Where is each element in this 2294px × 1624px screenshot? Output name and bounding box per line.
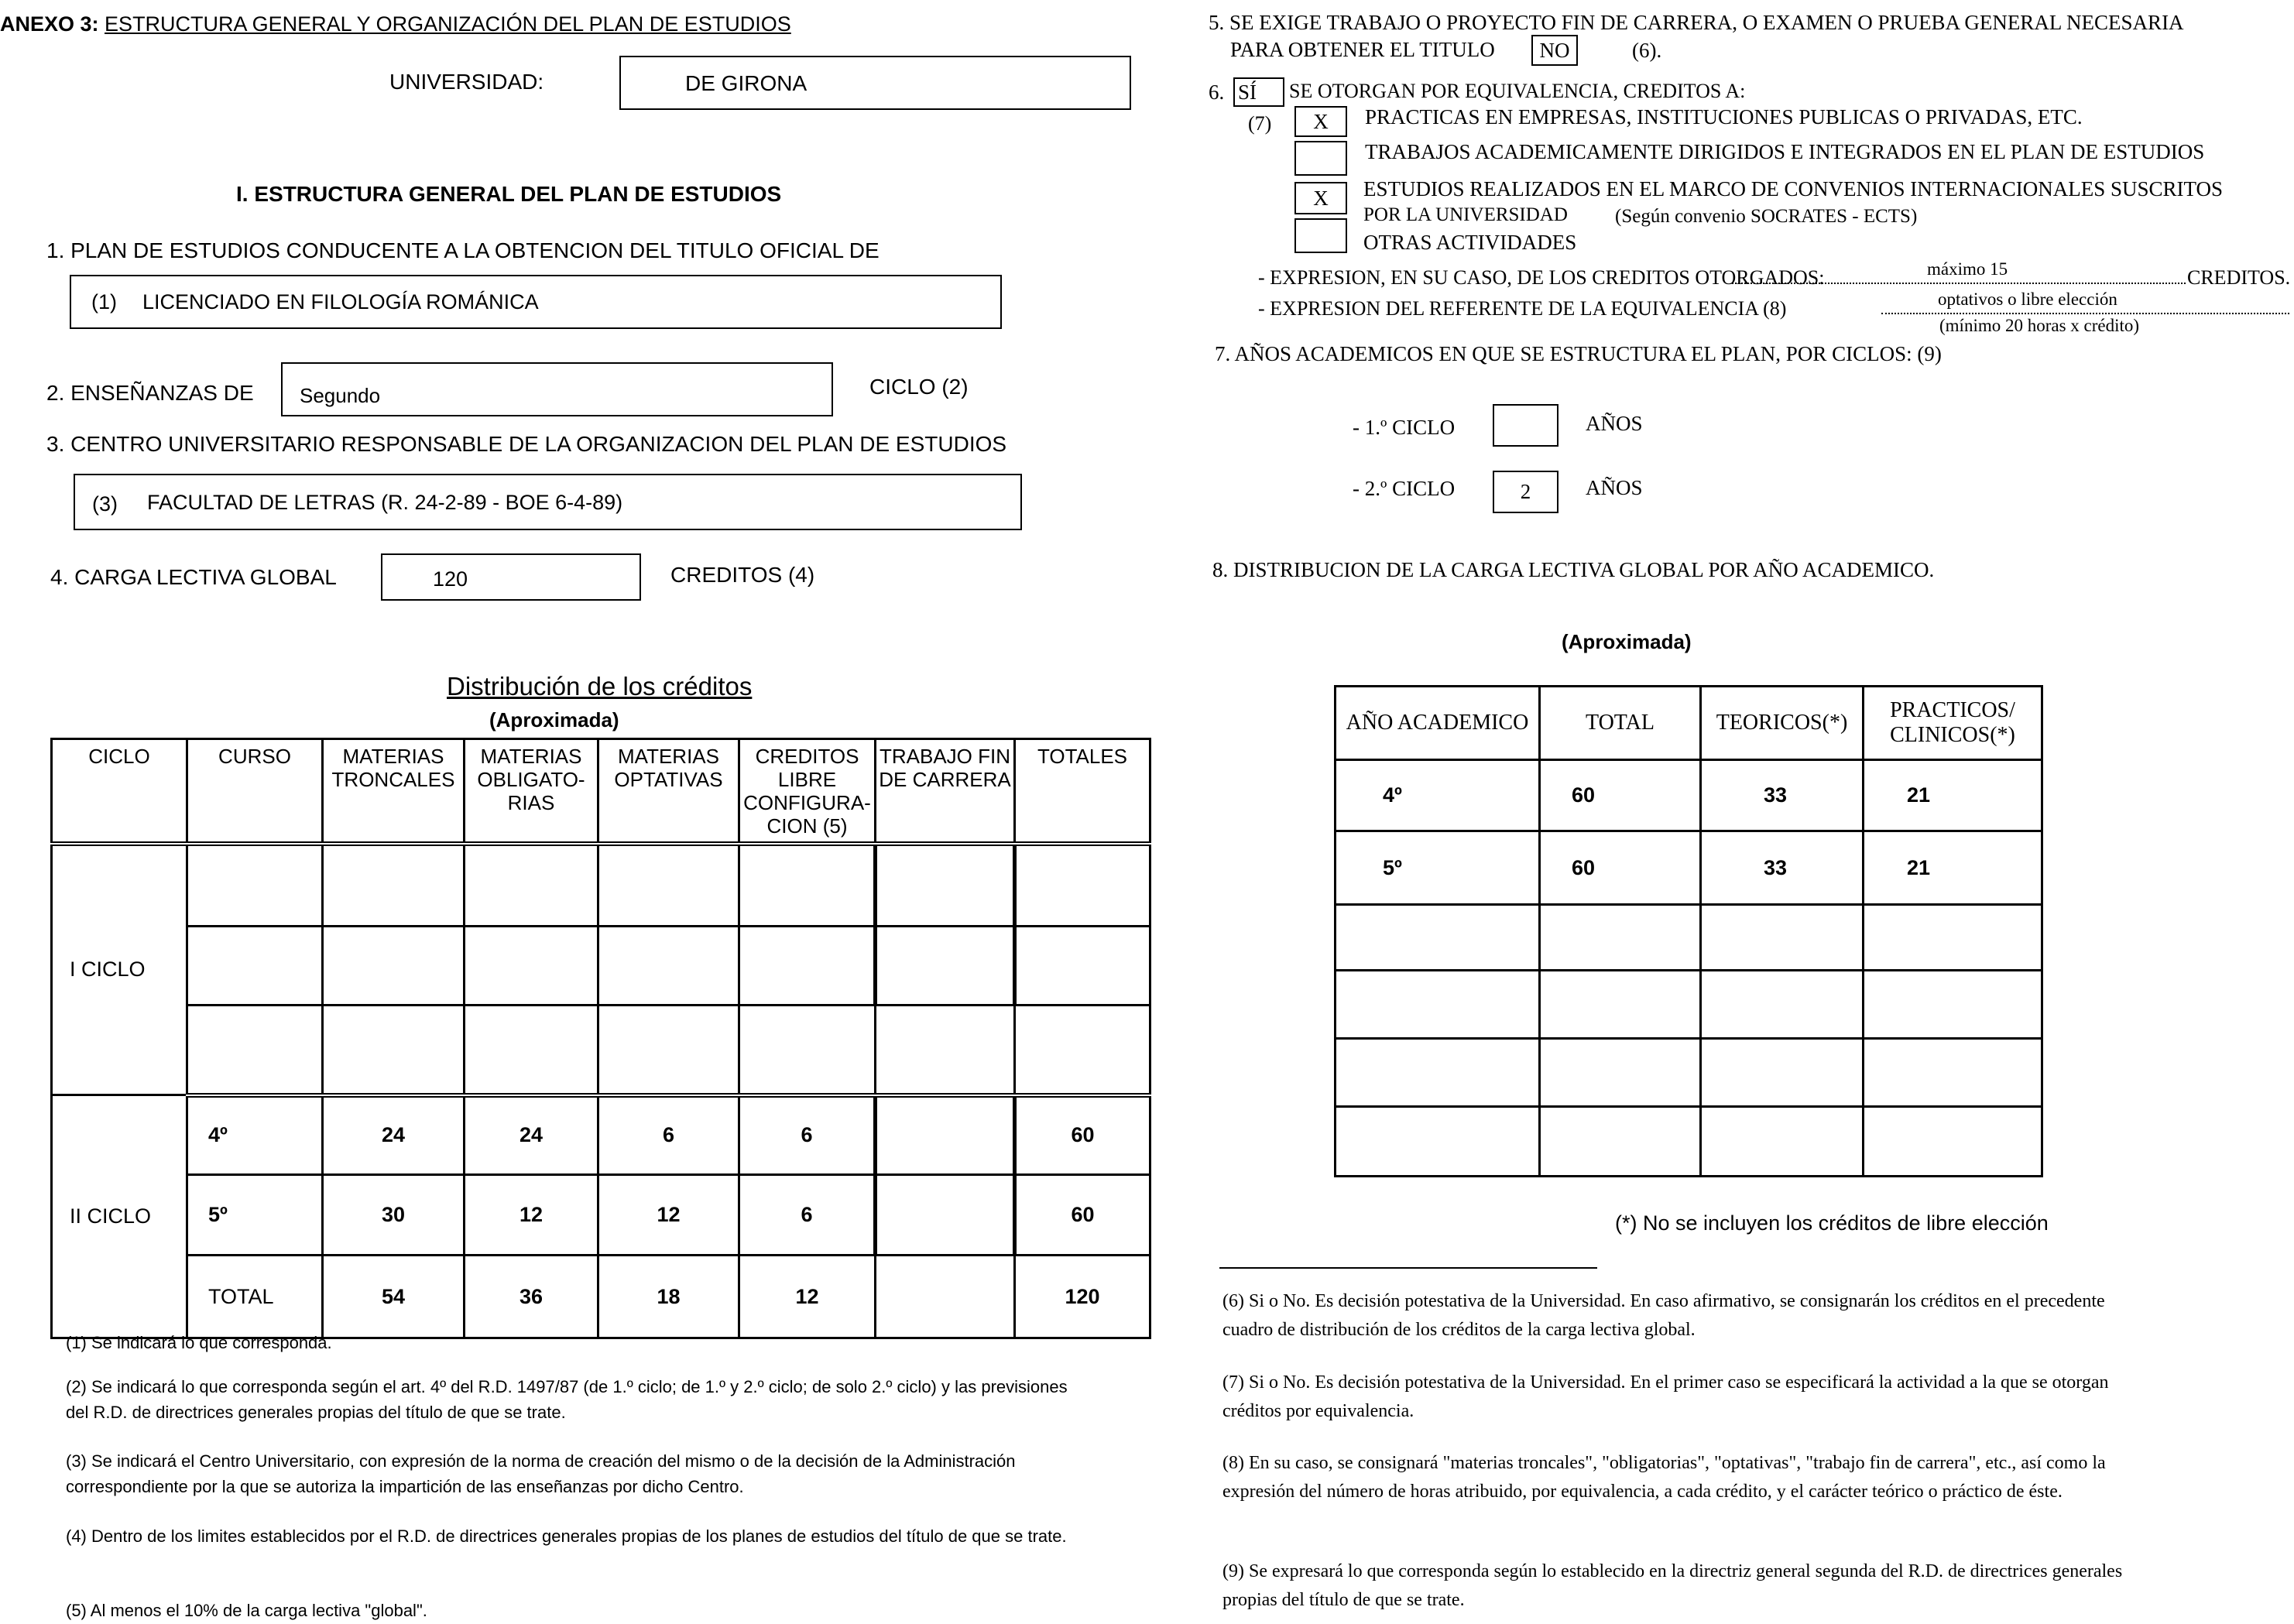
ciclo1-label: I CICLO <box>52 844 187 1095</box>
item4-suffix: CREDITOS (4) <box>670 563 815 587</box>
year-cell <box>1540 1039 1701 1107</box>
row-libre: 12 <box>739 1256 876 1338</box>
header-tfc: TRABAJO FIN DE CARRERA <box>876 739 1015 844</box>
year-cell <box>1701 905 1864 971</box>
annex-header <box>0 12 791 36</box>
credits-label: - EXPRESION, EN SU CASO, DE LOS CREDITOS OTORGADOS: <box>1258 266 1825 289</box>
item4-label: 4. CARGA LECTIVA GLOBAL <box>50 565 337 589</box>
row-totales: 120 <box>1015 1256 1150 1338</box>
year-cell: 5º <box>1336 831 1540 905</box>
year-table-note: (*) No se incluyen los créditos de libre elección <box>1615 1211 2049 1235</box>
year-header-total: TOTAL <box>1540 687 1701 760</box>
option-checkbox-1[interactable] <box>1294 106 1347 137</box>
option-text-1: PRACTICAS EN EMPRESAS, INSTITUCIONES PUBLICAS O PRIVADAS, ETC. <box>1365 105 2083 128</box>
option-text-3: ESTUDIOS REALIZADOS EN EL MARCO DE CONVENIOS INTERNACIONALES SUSCRITOS <box>1363 177 2224 200</box>
equivalence-value-2: (mínimo 20 horas x crédito) <box>1939 316 2140 335</box>
annex-label: ANEXO 3: <box>0 12 99 36</box>
year-cell: 60 <box>1540 831 1701 905</box>
year-cell <box>1864 1039 2042 1107</box>
row-tfc <box>876 1095 1015 1175</box>
footnote-7: (7) Si o No. Es decisión potestativa de la Universidad. En el primer caso se especificará la actividad a la que se otorgan créditos por equivalencia. <box>1222 1372 2109 1421</box>
item5-ref: (6). <box>1632 39 1662 62</box>
year-cell: 33 <box>1701 760 1864 831</box>
item5-line1: 5. SE EXIGE TRABAJO O PROYECTO FIN DE CARRERA, O EXAMEN O PRUEBA GENERAL NECESARIA <box>1209 11 2184 34</box>
row-troncales: 54 <box>323 1256 465 1338</box>
ciclo1-years: AÑOS <box>1586 412 1643 435</box>
year-cell: 21 <box>1864 831 2042 905</box>
row-obligatorias: 24 <box>465 1095 598 1175</box>
item6-box <box>1233 77 1284 107</box>
footnote-2: (2) Se indicará lo que corresponda según el art. 4º del R.D. 1497/87 (de 1.º ciclo; de 1.º y 2.º ciclo; de solo 2.º ciclo) y las previsiones del R.D. de directrices generales propias del título de que se trate. <box>66 1377 1068 1422</box>
year-cell <box>1540 971 1701 1039</box>
ciclo1-label: - 1.º CICLO <box>1353 416 1456 439</box>
year-header-teoricos: TEORICOS(*) <box>1701 687 1864 760</box>
option-text-4: OTRAS ACTIVIDADES <box>1363 231 1577 254</box>
year-cell <box>1540 1107 1701 1177</box>
cell <box>323 844 465 927</box>
row-curso: 5º <box>187 1175 323 1256</box>
cell <box>187 927 323 1006</box>
credits-dots <box>1732 283 2186 284</box>
item8-label: 8. DISTRIBUCION DE LA CARGA LECTIVA GLOBAL POR AÑO ACADEMICO. <box>1212 558 1935 581</box>
option-checkbox-3[interactable] <box>1294 182 1347 214</box>
row-obligatorias: 36 <box>465 1256 598 1338</box>
row-libre: 6 <box>739 1095 876 1175</box>
ciclo2-label: - 2.º CICLO <box>1353 477 1456 500</box>
row-obligatorias: 12 <box>465 1175 598 1256</box>
cell <box>323 927 465 1006</box>
item2-label: 2. ENSEÑANZAS DE <box>46 381 254 405</box>
year-header-ano: AÑO ACADEMICO <box>1336 687 1540 760</box>
option-mark-1: X <box>1313 110 1329 133</box>
option-text-3b: POR LA UNIVERSIDAD <box>1363 204 1568 225</box>
year-cell: 4º <box>1336 760 1540 831</box>
item6-num: 6. <box>1209 81 1225 104</box>
item1-field <box>70 275 1002 329</box>
header-libre: CREDITOS LIBRE CONFIGURA-CION (5) <box>739 739 876 844</box>
equivalence-value: optativos o libre elección <box>1938 290 2117 309</box>
item4-field <box>381 553 641 601</box>
cell <box>1015 1006 1150 1095</box>
option-checkbox-4[interactable] <box>1294 218 1347 253</box>
year-cell <box>1864 1107 2042 1177</box>
option-note-3: (Según convenio SOCRATES - ECTS) <box>1615 206 1918 227</box>
item1-ref: (1) <box>91 290 117 313</box>
row-tfc <box>876 1175 1015 1256</box>
ciclo1-years-field[interactable] <box>1493 404 1558 447</box>
item6-ref: (7) <box>1248 112 1272 135</box>
header-optativas: MATERIAS OPTATIVAS <box>598 739 739 844</box>
year-cell: 33 <box>1701 831 1864 905</box>
university-value: DE GIRONA <box>685 71 808 95</box>
cell <box>1015 927 1150 1006</box>
cell <box>739 1006 876 1095</box>
row-troncales: 30 <box>323 1175 465 1256</box>
item5-box <box>1531 35 1578 66</box>
cell <box>876 844 1015 927</box>
distribution-title: Distribución de los créditos <box>447 672 753 701</box>
header-curso: CURSO <box>187 739 323 844</box>
item5-line2: PARA OBTENER EL TITULO <box>1230 38 1495 61</box>
year-cell <box>1336 971 1540 1039</box>
equivalence-label: - EXPRESION DEL REFERENTE DE LA EQUIVALENCIA (8) <box>1258 297 1787 320</box>
year-cell <box>1336 1039 1540 1107</box>
cell <box>465 927 598 1006</box>
footnote-3: (3) Se indicará el Centro Universitario, con expresión de la norma de creación del mismo o de la decisión de la Administración correspondiente por la que se autoriza la impartición de las enseñanzas por dicho Centro. <box>66 1451 1016 1496</box>
year-cell <box>1336 905 1540 971</box>
item1-value: LICENCIADO EN FILOLOGÍA ROMÁNICA <box>142 290 539 313</box>
header-troncales: MATERIAS TRONCALES <box>323 739 465 844</box>
cell <box>187 1006 323 1095</box>
option-checkbox-2[interactable] <box>1294 141 1347 176</box>
cell <box>598 927 739 1006</box>
footnote-divider <box>1219 1267 1597 1269</box>
item3-value: FACULTAD DE LETRAS (R. 24-2-89 - BOE 6-4-89) <box>147 491 623 514</box>
equivalence-dots <box>1881 313 2289 314</box>
row-totales: 60 <box>1015 1095 1150 1175</box>
row-tfc <box>876 1256 1015 1338</box>
cell <box>465 1006 598 1095</box>
cell <box>598 1006 739 1095</box>
cell <box>187 844 323 927</box>
item3-label: 3. CENTRO UNIVERSITARIO RESPONSABLE DE LA ORGANIZACION DEL PLAN DE ESTUDIOS <box>46 432 1007 456</box>
option-text-2: TRABAJOS ACADEMICAMENTE DIRIGIDOS E INTEGRADOS EN EL PLAN DE ESTUDIOS <box>1365 140 2205 163</box>
header-obligatorias: MATERIAS OBLIGATO-RIAS <box>465 739 598 844</box>
year-cell <box>1336 1107 1540 1177</box>
item2-field <box>281 362 833 416</box>
item4-value: 120 <box>433 567 468 591</box>
ciclo2-years-field[interactable] <box>1493 471 1558 513</box>
cell <box>876 1006 1015 1095</box>
year-cell <box>1864 971 2042 1039</box>
year-cell <box>1864 905 2042 971</box>
annex-title: ESTRUCTURA GENERAL Y ORGANIZACIÓN DEL PLAN DE ESTUDIOS <box>105 12 791 36</box>
footnote-9: (9) Se expresará lo que corresponda según lo establecido en la directriz general segunda del R.D. de directrices generales propias del título de que se trate. <box>1222 1561 2123 1610</box>
credit-distribution-table <box>50 738 1151 1339</box>
row-totales: 60 <box>1015 1175 1150 1256</box>
footnote-4: (4) Dentro de los limites establecidos por el R.D. de directrices generales propias de los planes de estudios del título de que se trate. <box>66 1526 1067 1546</box>
distribution-subtitle: (Aproximada) <box>489 708 619 731</box>
row-troncales: 24 <box>323 1095 465 1175</box>
year-cell <box>1701 1039 1864 1107</box>
item1-label: 1. PLAN DE ESTUDIOS CONDUCENTE A LA OBTENCION DEL TITULO OFICIAL DE <box>46 238 880 262</box>
item3-field <box>74 474 1022 530</box>
item3-ref: (3) <box>92 492 118 516</box>
row-optativas: 6 <box>598 1095 739 1175</box>
cell <box>323 1006 465 1095</box>
credits-suffix: CREDITOS. <box>2187 266 2291 289</box>
cell <box>739 927 876 1006</box>
year-cell: 60 <box>1540 760 1701 831</box>
cell <box>598 844 739 927</box>
university-label: UNIVERSIDAD: <box>389 70 544 94</box>
ciclo2-label: II CICLO <box>52 1095 187 1338</box>
header-ciclo: CICLO <box>52 739 187 844</box>
footnote-8: (8) En su caso, se consignará "materias troncales", "obligatorias", "optativas", "trabajo fin de carrera", etc., así como la expresión del número de horas atribuido, por equivalencia, a cada crédito, y el carácter teórico o práctico de éste. <box>1222 1453 2106 1502</box>
item7-label: 7. AÑOS ACADEMICOS EN QUE SE ESTRUCTURA EL PLAN, POR CICLOS: (9) <box>1215 342 1942 365</box>
row-curso: TOTAL <box>187 1256 323 1338</box>
year-cell <box>1540 905 1701 971</box>
item2-suffix: CICLO (2) <box>869 375 969 399</box>
cell <box>739 844 876 927</box>
cell <box>1015 844 1150 927</box>
year-cell: 21 <box>1864 760 2042 831</box>
item6-value: SÍ <box>1238 81 1257 104</box>
header-totales: TOTALES <box>1015 739 1150 844</box>
section-title: I. ESTRUCTURA GENERAL DEL PLAN DE ESTUDIOS <box>236 182 782 206</box>
row-optativas: 18 <box>598 1256 739 1338</box>
item8-subtitle: (Aproximada) <box>1562 630 1692 653</box>
ciclo2-years-value: 2 <box>1520 480 1531 503</box>
year-distribution-table <box>1334 685 2043 1177</box>
option-mark-3: X <box>1313 187 1329 210</box>
ciclo2-years: AÑOS <box>1586 476 1643 499</box>
footnote-1: (1) Se indicará lo que corresponda. <box>66 1333 332 1352</box>
credits-value: máximo 15 <box>1927 259 2008 279</box>
year-header-practicos: PRACTICOS/ CLINICOS(*) <box>1864 687 2042 760</box>
item5-value: NO <box>1539 39 1570 62</box>
year-cell <box>1701 1107 1864 1177</box>
item6-text: SE OTORGAN POR EQUIVALENCIA, CREDITOS A: <box>1289 80 1746 102</box>
item2-value: Segundo <box>300 384 381 407</box>
footnote-5: (5) Al menos el 10% de la carga lectiva "global". <box>66 1601 427 1620</box>
cell <box>876 927 1015 1006</box>
row-optativas: 12 <box>598 1175 739 1256</box>
footnote-6: (6) Si o No. Es decisión potestativa de la Universidad. En caso afirmativo, se consignarán los créditos en el precedente cuadro de distribución de los créditos de la carga lectiva global. <box>1222 1291 2105 1340</box>
row-curso: 4º <box>187 1095 323 1175</box>
row-libre: 6 <box>739 1175 876 1256</box>
university-field <box>619 56 1131 110</box>
cell <box>465 844 598 927</box>
year-cell <box>1701 971 1864 1039</box>
